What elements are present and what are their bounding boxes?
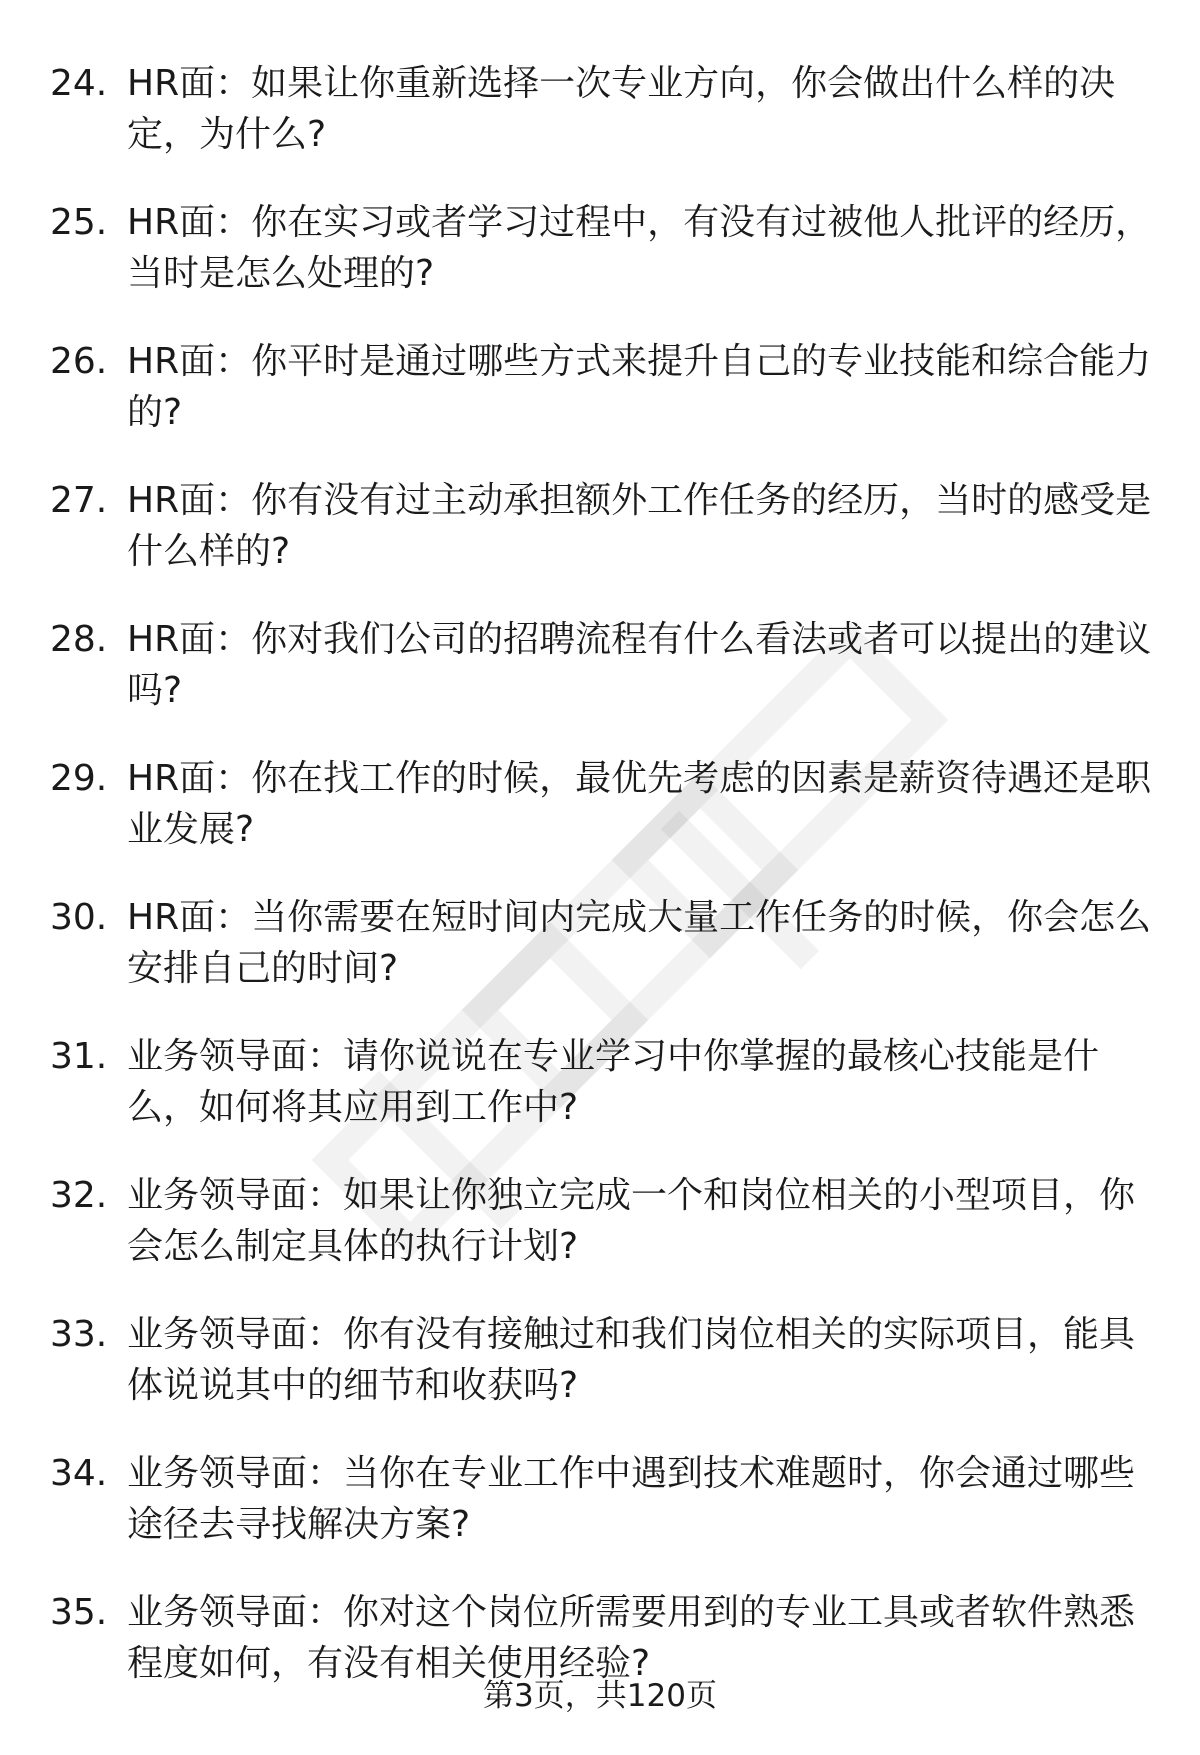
page-footer	[0, 1676, 1200, 1716]
question-item-26	[50, 336, 1160, 438]
question-item-28	[50, 614, 1160, 716]
question-item-32	[50, 1170, 1160, 1272]
question-item-24	[50, 58, 1160, 160]
question-item-34	[50, 1448, 1160, 1550]
question-number: 35.	[50, 1592, 108, 1633]
question-text: 业务领导面：当你在专业工作中遇到技术难题时，你会通过哪些途径去寻找解决方案?	[127, 1453, 1136, 1545]
question-text: 业务领导面：请你说说在专业学习中你掌握的最核心技能是什么，如何将其应用到工作中?	[127, 1036, 1100, 1128]
question-number: 24.	[50, 63, 108, 104]
question-item-29	[50, 753, 1160, 855]
question-number: 25.	[50, 202, 108, 243]
question-number: 31.	[50, 1036, 108, 1077]
question-text: HR面：你有没有过主动承担额外工作任务的经历，当时的感受是什么样的?	[127, 480, 1152, 572]
question-text: 业务领导面：你对这个岗位所需要用到的专业工具或者软件熟悉程度如何，有没有相关使用经验?	[127, 1592, 1136, 1684]
question-item-33	[50, 1309, 1160, 1411]
question-number: 33.	[50, 1314, 108, 1355]
question-text: HR面：如果让你重新选择一次专业方向，你会做出什么样的决定，为什么?	[127, 63, 1116, 155]
question-number: 26.	[50, 341, 108, 382]
question-number: 27.	[50, 480, 108, 521]
question-text: HR面：你平时是通过哪些方式来提升自己的专业技能和综合能力的?	[127, 341, 1152, 433]
question-text: HR面：你在实习或者学习过程中，有没有过被他人批评的经历，当时是怎么处理的?	[127, 202, 1152, 294]
question-text: HR面：你对我们公司的招聘流程有什么看法或者可以提出的建议吗?	[127, 619, 1152, 711]
question-item-27	[50, 475, 1160, 577]
question-text: HR面：你在找工作的时候，最优先考虑的因素是薪资待遇还是职业发展?	[127, 758, 1152, 850]
question-number: 34.	[50, 1453, 108, 1494]
question-text: HR面：当你需要在短时间内完成大量工作任务的时候，你会怎么安排自己的时间?	[127, 897, 1152, 989]
question-text: 业务领导面：你有没有接触过和我们岗位相关的实际项目，能具体说说其中的细节和收获吗?	[127, 1314, 1136, 1406]
question-item-31	[50, 1031, 1160, 1133]
page-number-label: 第3页，共120页	[483, 1678, 717, 1714]
question-list	[50, 58, 1160, 1726]
question-number: 32.	[50, 1175, 108, 1216]
question-item-25	[50, 197, 1160, 299]
question-item-30	[50, 892, 1160, 994]
question-text: 业务领导面：如果让你独立完成一个和岗位相关的小型项目，你会怎么制定具体的执行计划?	[127, 1175, 1136, 1267]
question-number: 28.	[50, 619, 108, 660]
question-item-35	[50, 1587, 1160, 1689]
question-number: 30.	[50, 897, 108, 938]
question-number: 29.	[50, 758, 108, 799]
